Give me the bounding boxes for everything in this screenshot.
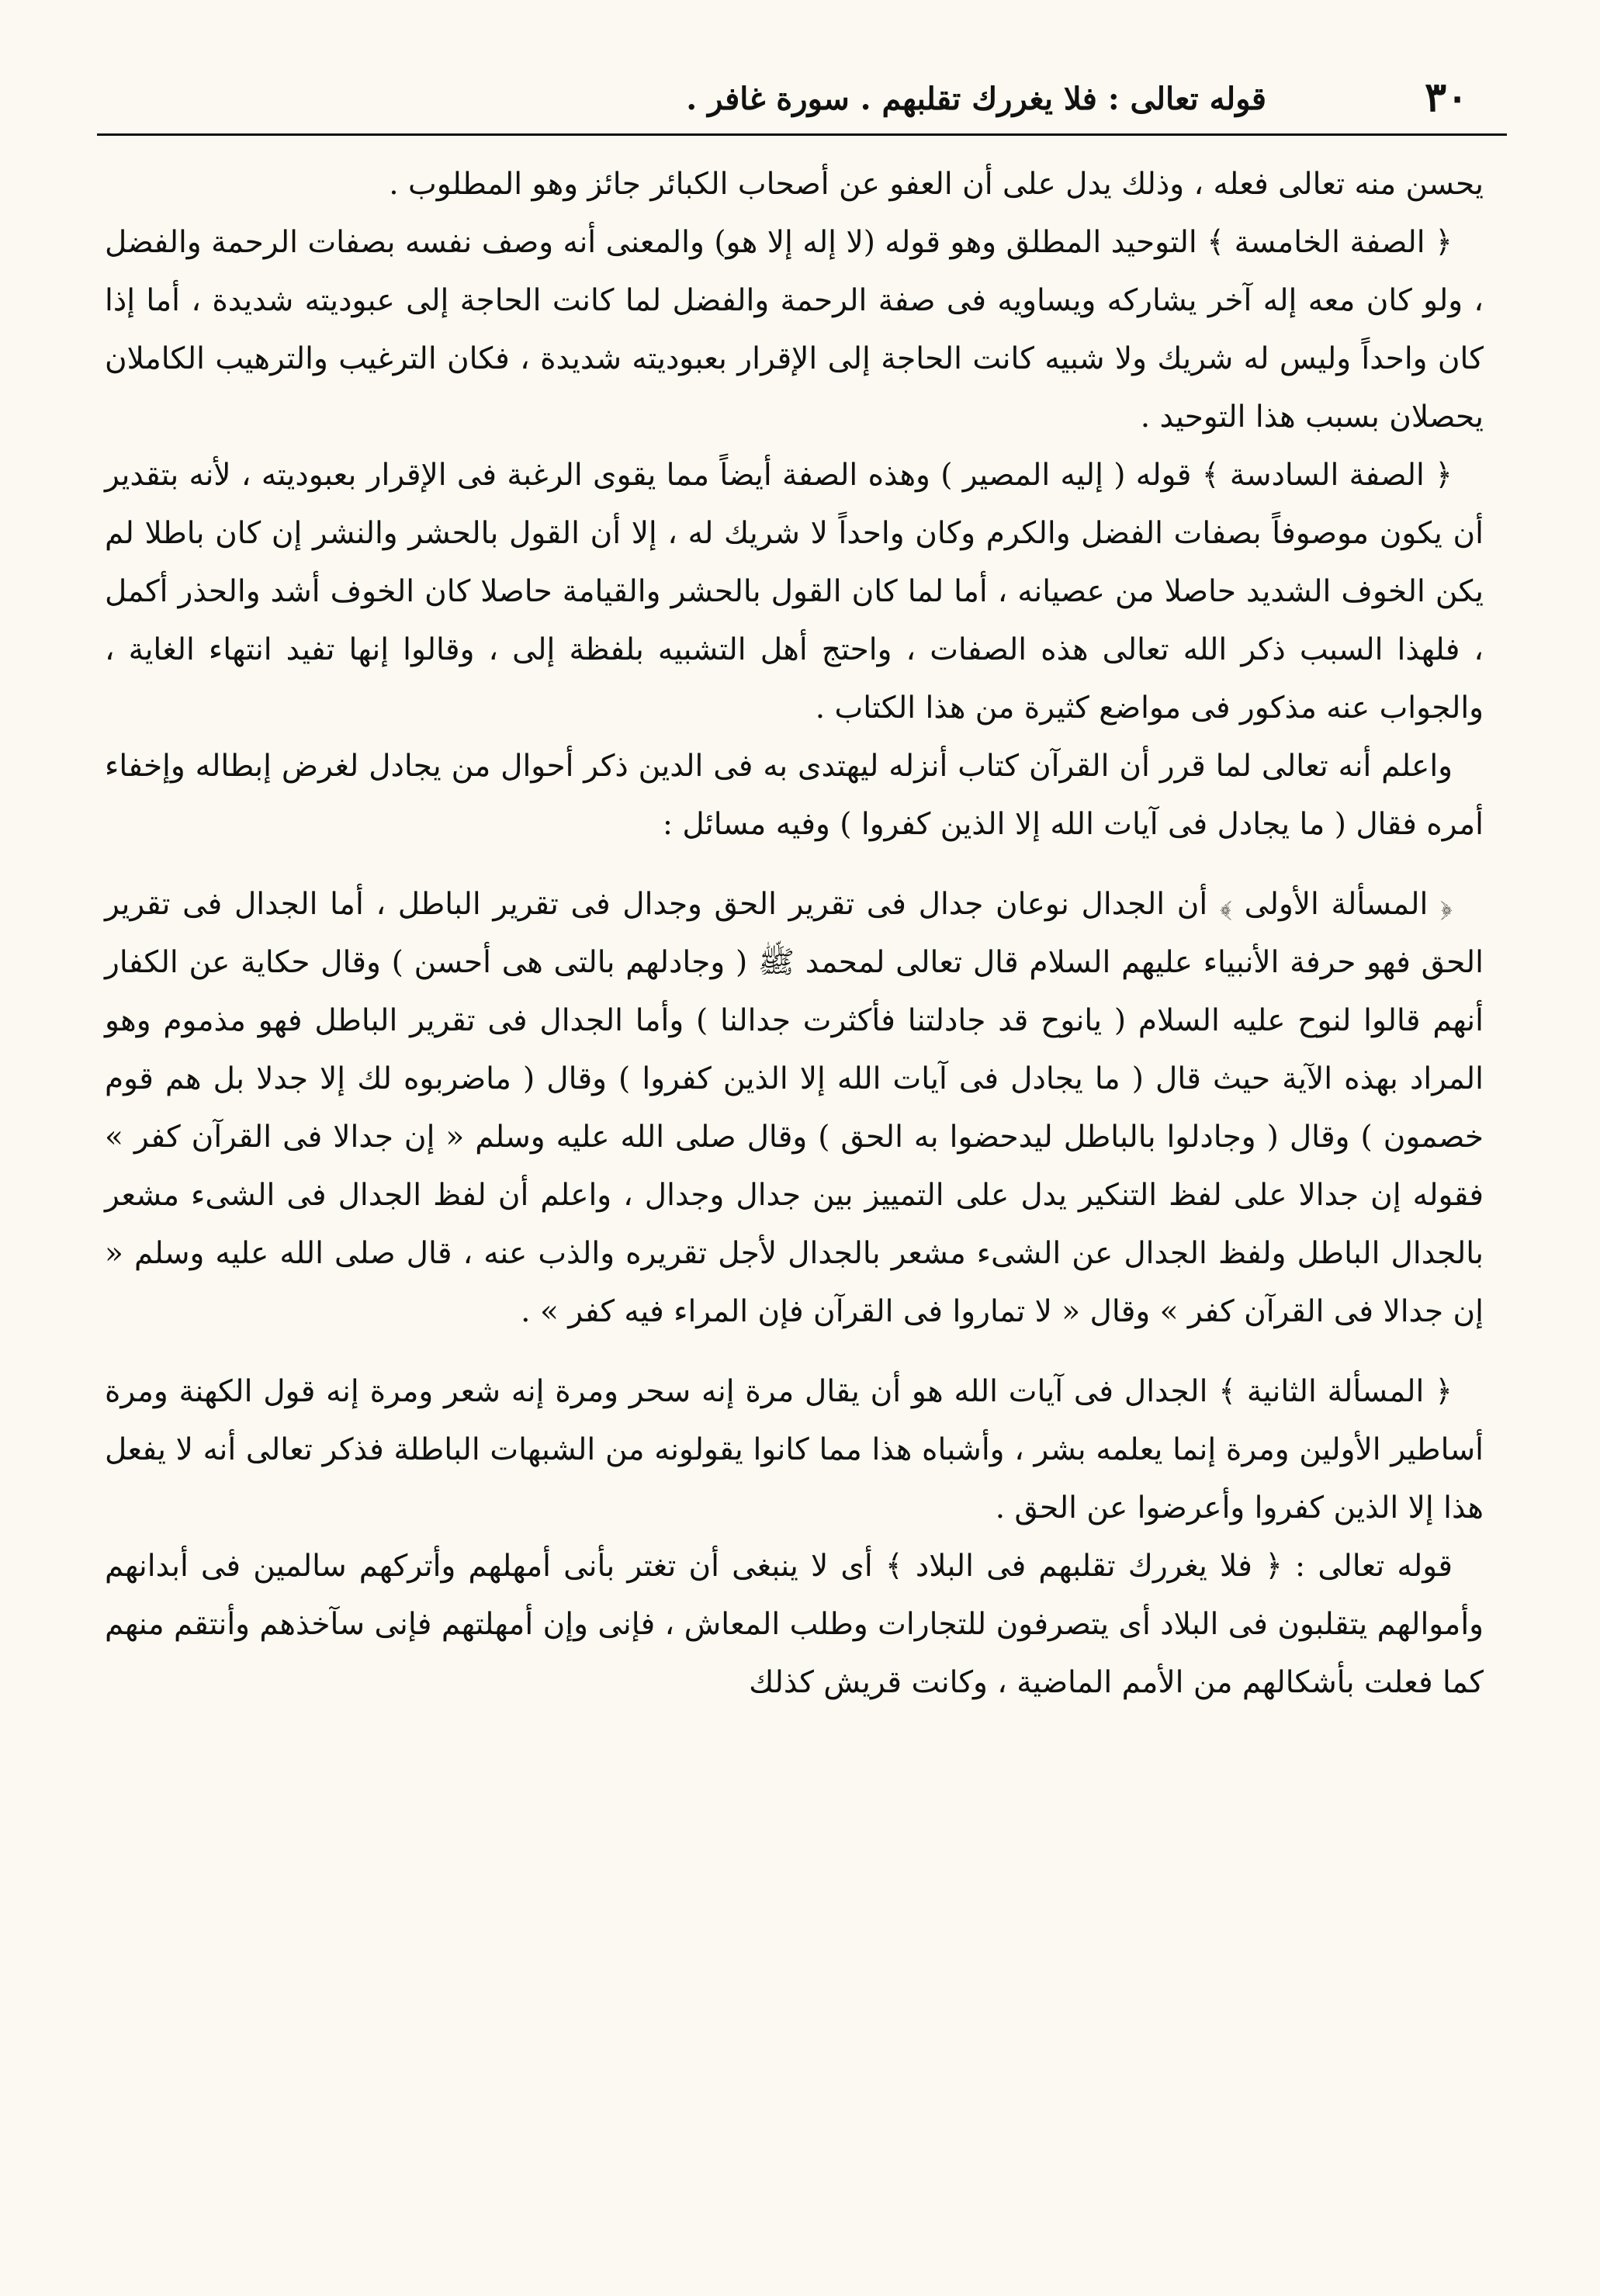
paragraph: قوله تعالى : ﴿ فلا يغررك تقلبهم فى البلاد ﴾ أى لا ينبغى أن تغتر بأنى أمهلهم وأتركهم سالمين فى أبدانهم وأموالهم يتقلبون فى البلاد أى يتصرفون للتجارات وطلب المعاش ، فإنى وإن أمهلتهم فإنى سآخذهم وأنتقم منهم كما فعلت بأشكالهم من الأمم الماضية ، وكانت قريش كذلك (105, 1549, 1484, 1700)
header-rule (97, 133, 1507, 136)
paragraph: يحسن منه تعالى فعله ، وذلك يدل على أن العفو عن أصحاب الكبائر جائز وهو المطلوب . (389, 167, 1484, 202)
body-text (105, 155, 1484, 2265)
running-title: قوله تعالى : فلا يغررك تقلبهم . سورة غافر . (686, 81, 1266, 117)
paragraph: ﴿ الصفة السادسة ﴾ قوله ( إليه المصير ) وهذه الصفة أيضاً مما يقوى الرغبة فى الإقرار بعبوديته ، لأنه بتقدير أن يكون موصوفاً بصفات الفضل والكرم وكان واحداً لا شريك له ، إلا أن القول بالحشر والنشر إن كان باطلا لم يكن الخوف الشديد حاصلا من عصيانه ، أما لما كان القول بالحشر والقيامة حاصلا كان الخوف أشد والحذر أكمل ، فلهذا السبب ذكر الله تعالى هذه الصفات ، واحتج أهل التشبيه بلفظة إلى ، وقالوا إنها تفيد انتهاء الغاية ، والجواب عنه مذكور فى مواضع كثيرة من هذا الكتاب . (105, 458, 1484, 726)
paragraph: ﴿ الصفة الخامسة ﴾ التوحيد المطلق وهو قوله (لا إله إلا هو) والمعنى أنه وصف نفسه بصفات الرحمة والفضل ، ولو كان معه إله آخر يشاركه ويساويه فى صفة الرحمة والفضل لما كانت الحاجة إلى عبوديته شديدة ، أما إذا كان واحداً وليس له شريك ولا شبيه كانت الحاجة إلى الإقرار بعبوديته شديدة ، فكان الترغيب والترهيب الكاملان يحصلان بسبب هذا التوحيد . (105, 225, 1484, 435)
paragraph: واعلم أنه تعالى لما قرر أن القرآن كتاب أنزله ليهتدى به فى الدين ذكر أحوال من يجادل لغرض إبطاله وإخفاء أمره فقال ( ما يجادل فى آيات الله إلا الذين كفروا ) وفيه مسائل : (105, 749, 1484, 842)
page-header (109, 74, 1499, 121)
page-number: ٣٠ (1425, 74, 1468, 121)
paragraph: ﴿ المسألة الأولى ﴾ أن الجدال نوعان جدال فى تقرير الحق وجدال فى تقرير الباطل ، أما الجدال فى تقرير الحق فهو حرفة الأنبياء عليهم السلام قال تعالى لمحمد ﷺ ( وجادلهم بالتى هى أحسن ) وقال حكاية عن الكفار أنهم قالوا لنوح عليه السلام ( يانوح قد جادلتنا فأكثرت جدالنا ) وأما الجدال فى تقرير الباطل فهو مذموم وهو المراد بهذه الآية حيث قال ( ما يجادل فى آيات الله إلا الذين كفروا ) وقال ( ماضربوه لك إلا جدلا بل هم قوم خصمون ) وقال ( وجادلوا بالباطل ليدحضوا به الحق ) وقال صلى الله عليه وسلم « إن جدالا فى القرآن كفر » فقوله إن جدالا على لفظ التنكير يدل على التمييز بين جدال وجدال ، واعلم أن لفظ الجدال فى الشىء مشعر بالجدال الباطل ولفظ الجدال عن الشىء مشعر بالجدال لأجل تقريره والذب عنه ، قال صلى الله عليه وسلم « إن جدالا فى القرآن كفر » وقال « لا تماروا فى القرآن فإن المراء فيه كفر » . (105, 887, 1484, 1329)
paragraph: ﴿ المسألة الثانية ﴾ الجدال فى آيات الله هو أن يقال مرة إنه سحر ومرة إنه شعر ومرة إنه قول الكهنة ومرة أساطير الأولين ومرة إنما يعلمه بشر ، وأشباه هذا مما كانوا يقولونه من الشبهات الباطلة فذكر تعالى أنه لا يفعل هذا إلا الذين كفروا وأعرضوا عن الحق . (105, 1374, 1484, 1525)
